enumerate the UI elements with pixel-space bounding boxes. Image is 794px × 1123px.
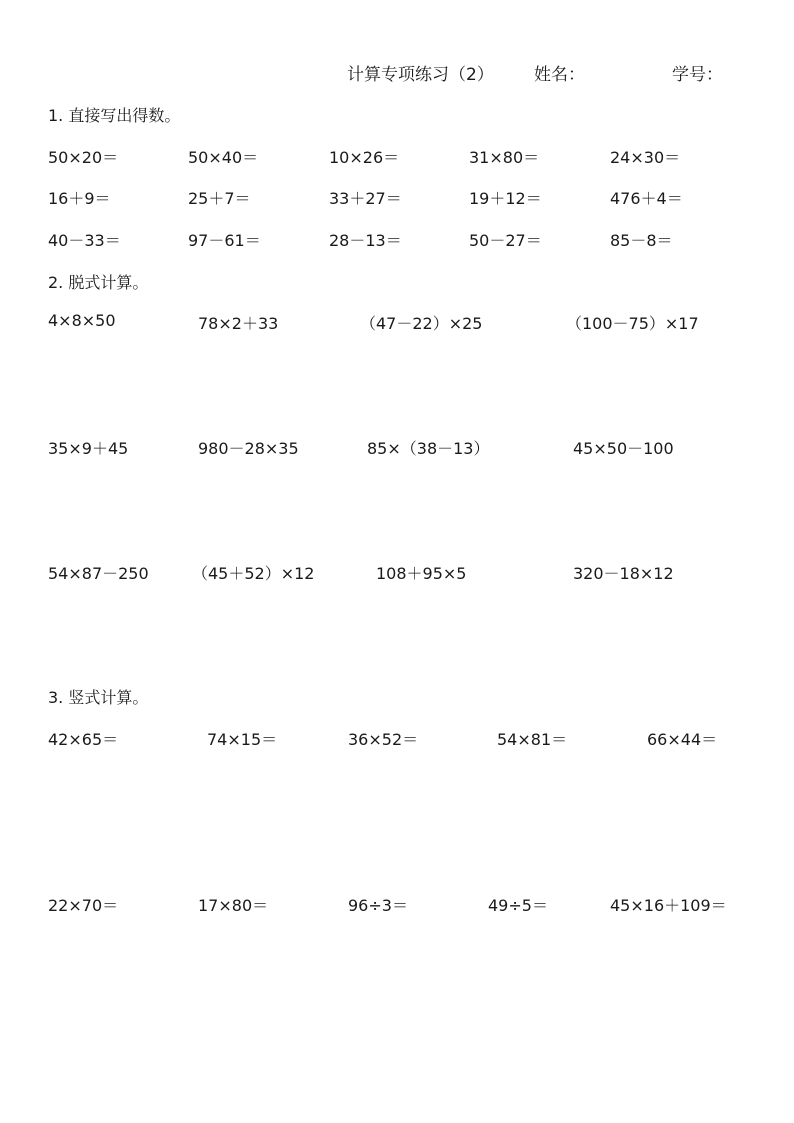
vertical-problem: 17×80＝ <box>198 896 269 915</box>
vertical-problem: 96÷3＝ <box>348 896 408 915</box>
name-label: 姓名： <box>534 65 585 85</box>
oral-problem: 85－8＝ <box>610 231 673 250</box>
vertical-problem: 42×65＝ <box>48 730 119 749</box>
oral-problem: 50×20＝ <box>48 148 119 167</box>
step-problem: 45×50－100 <box>573 439 674 458</box>
oral-problem: 19＋12＝ <box>469 189 542 208</box>
oral-problem: 33＋27＝ <box>329 189 402 208</box>
vertical-problem: 66×44＝ <box>647 730 718 749</box>
student-number-label: 学号： <box>672 65 723 85</box>
step-problem: 78×2＋33 <box>198 314 279 333</box>
oral-problem: 31×80＝ <box>469 148 540 167</box>
step-problem: 108＋95×5 <box>376 564 467 583</box>
oral-problem: 28－13＝ <box>329 231 402 250</box>
oral-problem: 50×40＝ <box>188 148 259 167</box>
section-2-title: 2. 脱式计算。 <box>48 273 149 292</box>
vertical-problem: 22×70＝ <box>48 896 119 915</box>
worksheet-title: 计算专项练习（2） <box>347 65 494 85</box>
step-problem: （45＋52）×12 <box>192 564 315 583</box>
step-problem: 54×87－250 <box>48 564 149 583</box>
vertical-problem: 54×81＝ <box>497 730 568 749</box>
vertical-problem: 36×52＝ <box>348 730 419 749</box>
step-problem: 35×9＋45 <box>48 439 129 458</box>
step-problem: 4×8×50 <box>48 311 116 330</box>
vertical-problem: 74×15＝ <box>207 730 278 749</box>
step-problem: 85×（38－13） <box>367 439 490 458</box>
step-problem: （100－75）×17 <box>566 314 699 333</box>
oral-problem: 476＋4＝ <box>610 189 683 208</box>
section-1-title: 1. 直接写出得数。 <box>48 106 181 125</box>
step-problem: 320－18×12 <box>573 564 674 583</box>
vertical-problem: 45×16＋109＝ <box>610 896 727 915</box>
step-problem: 980－28×35 <box>198 439 299 458</box>
oral-problem: 10×26＝ <box>329 148 400 167</box>
vertical-problem: 49÷5＝ <box>488 896 548 915</box>
oral-problem: 25＋7＝ <box>188 189 251 208</box>
oral-problem: 24×30＝ <box>610 148 681 167</box>
oral-problem: 50－27＝ <box>469 231 542 250</box>
oral-problem: 16＋9＝ <box>48 189 111 208</box>
step-problem: （47－22）×25 <box>360 314 483 333</box>
section-3-title: 3. 竖式计算。 <box>48 688 149 707</box>
oral-problem: 40－33＝ <box>48 231 121 250</box>
oral-problem: 97－61＝ <box>188 231 261 250</box>
